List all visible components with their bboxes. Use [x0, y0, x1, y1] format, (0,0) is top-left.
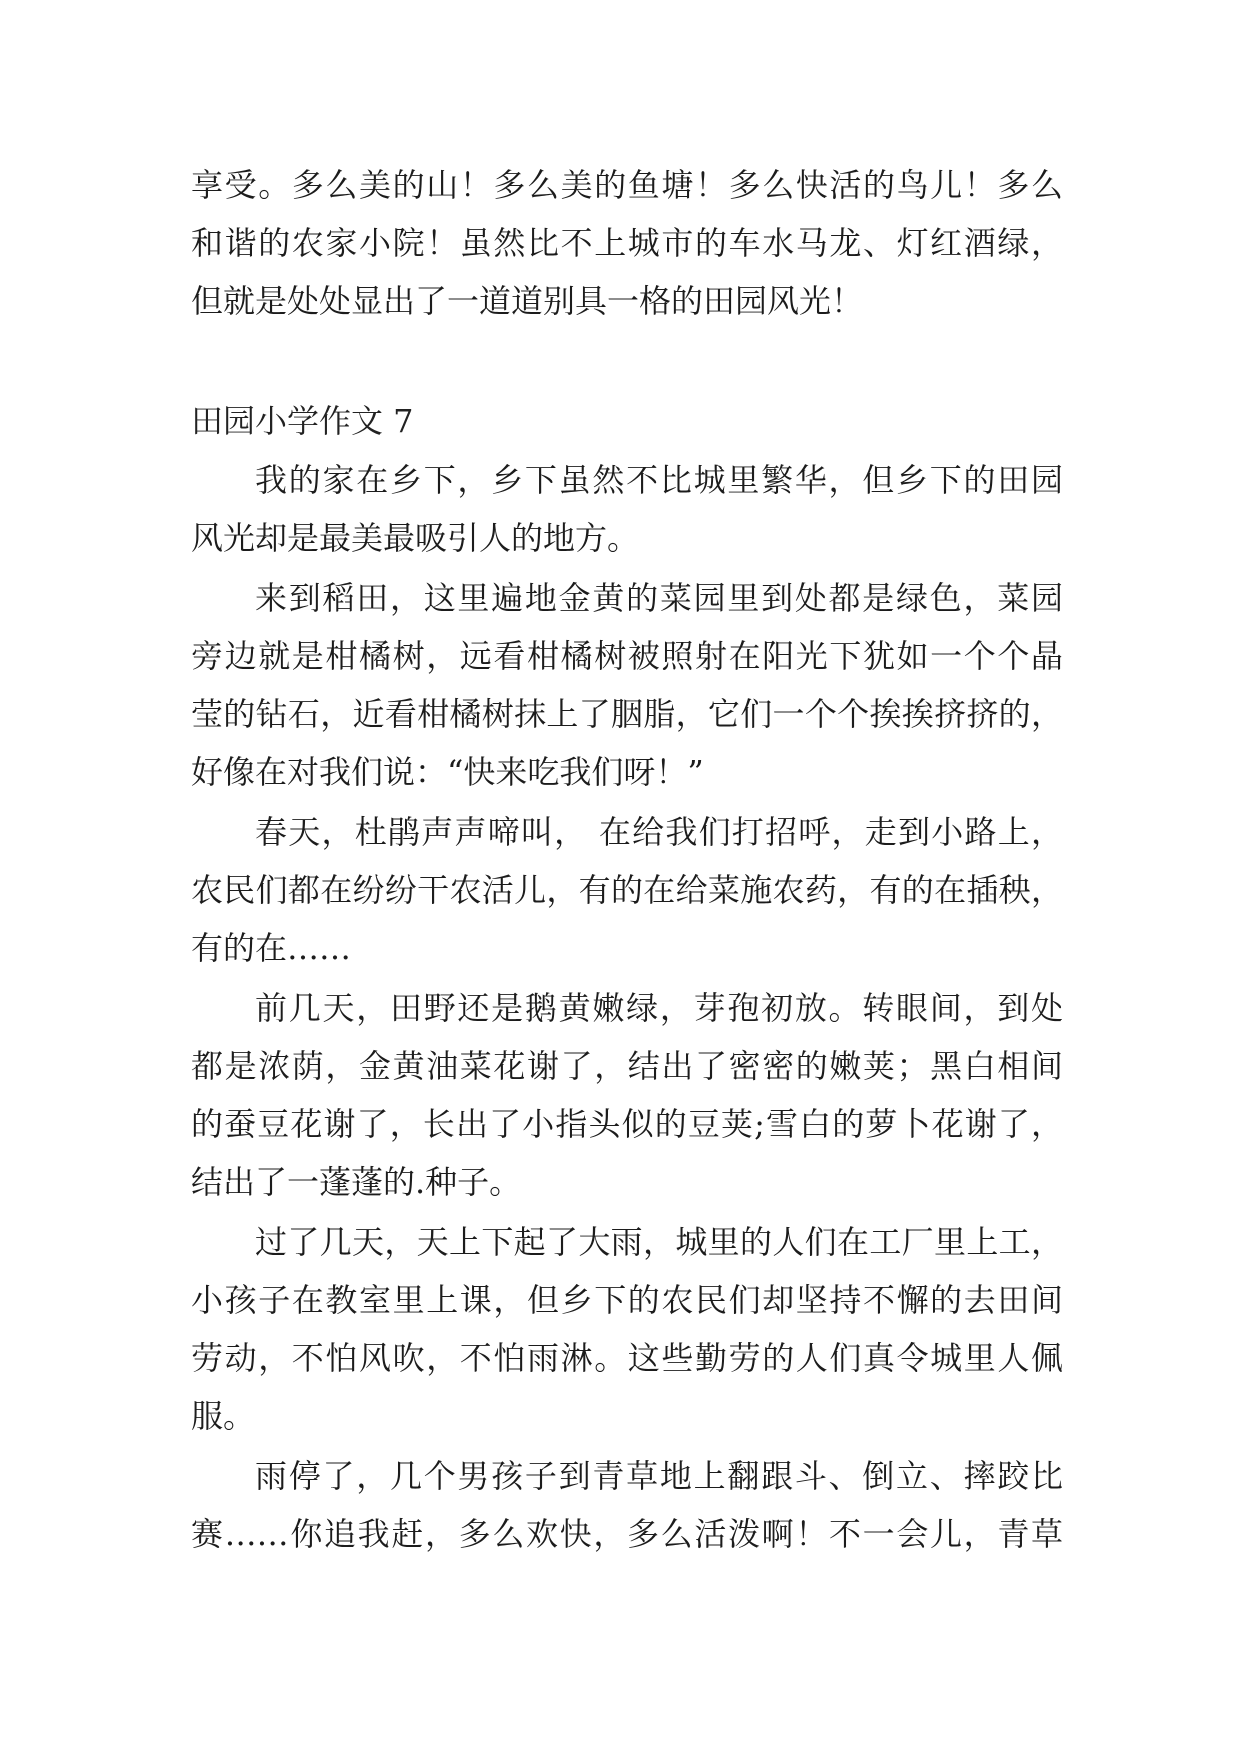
paragraph-line: 前几天，田野还是鹅黄嫩绿，芽孢初放。转眼间，到处 — [255, 989, 1063, 1027]
paragraph-line: 过了几天，天上下起了大雨，城里的人们在工厂里上工， — [255, 1223, 1063, 1261]
paragraph-line: 和谐的农家小院！虽然比不上城市的车水马龙、灯红酒绿， — [191, 224, 1063, 262]
paragraph-line: 但就是处处显出了一道道别具一格的田园风光！ — [191, 282, 864, 320]
essay-title: 田园小学作文 7 — [191, 402, 414, 440]
paragraph — [191, 979, 1063, 1211]
paragraph-line: 有的在…… — [191, 929, 352, 967]
paragraph-line: 旁边就是柑橘树，远看柑橘树被照射在阳光下犹如一个个晶 — [191, 637, 1063, 675]
paragraph-line: 小孩子在教室里上课，但乡下的农民们却坚持不懈的去田间 — [191, 1281, 1063, 1319]
paragraph — [191, 451, 1063, 567]
paragraph — [191, 1213, 1063, 1445]
paragraph-line: 农民们都在纷纷干农活儿，有的在给菜施农药，有的在插秧， — [191, 871, 1063, 909]
paragraph-line: 春天，杜鹃声声啼叫， 在给我们打招呼，走到小路上， — [255, 813, 1063, 851]
paragraph-line: 赛……你追我赶，多么欢快，多么活泼啊！不一会儿，青草 — [191, 1515, 1063, 1553]
paragraph-line: 享受。多么美的山！多么美的鱼塘！多么快活的鸟儿！多么 — [191, 166, 1063, 204]
paragraph-line: 我的家在乡下，乡下虽然不比城里繁华，但乡下的田园 — [255, 461, 1063, 499]
paragraph-line: 服。 — [191, 1397, 256, 1435]
document-body — [191, 156, 1063, 1563]
paragraph — [191, 1447, 1063, 1563]
paragraph-line: 风光却是最美最吸引人的地方。 — [191, 519, 640, 557]
paragraph — [191, 569, 1063, 801]
paragraph-line: 莹的钻石，近看柑橘树抹上了胭脂，它们一个个挨挨挤挤的， — [191, 695, 1063, 733]
paragraph-line: 都是浓荫，金黄油菜花谢了，结出了密密的嫩荚；黑白相间 — [191, 1047, 1063, 1085]
paragraph-line: 好像在对我们说：“快来吃我们呀！” — [191, 753, 704, 791]
paragraph-line: 雨停了，几个男孩子到青草地上翻跟斗、倒立、摔跤比 — [255, 1457, 1063, 1495]
paragraph-line: 结出了一蓬蓬的.种子。 — [191, 1163, 522, 1201]
paragraph — [191, 803, 1063, 977]
continuation-paragraph — [191, 156, 1063, 330]
paragraph-line: 来到稻田，这里遍地金黄的菜园里到处都是绿色，菜园 — [255, 579, 1063, 617]
paragraph-line: 的蚕豆花谢了，长出了小指头似的豆荚;雪白的萝卜花谢了， — [191, 1105, 1063, 1143]
paragraph-line: 劳动，不怕风吹，不怕雨淋。这些勤劳的人们真令城里人佩 — [191, 1339, 1063, 1377]
